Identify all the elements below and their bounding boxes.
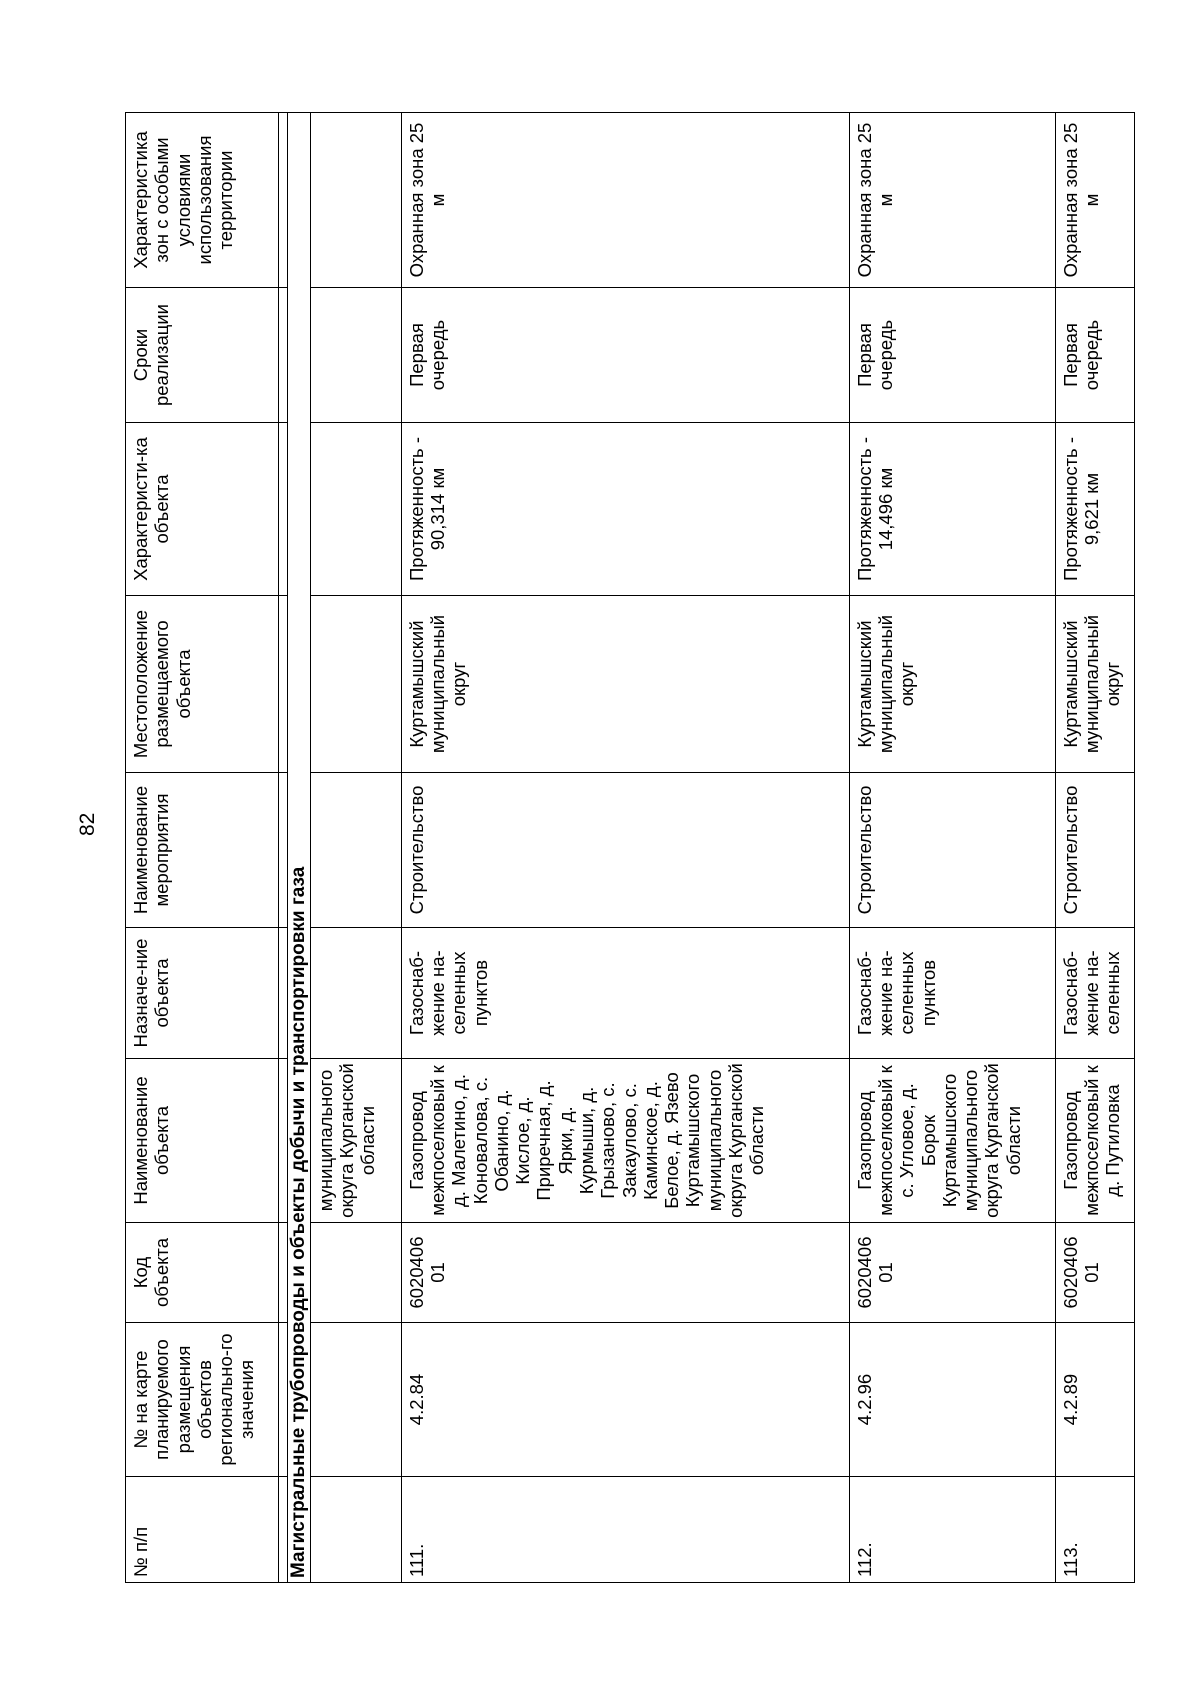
row-name: Газопровод межпоселковый к с. Угловое, д. Борок Куртамышского муниципального округа Курганской области	[849, 1059, 1055, 1223]
row-code: 6020406 01	[849, 1223, 1055, 1323]
row-zone: Охранная зона 25 м	[1055, 113, 1134, 288]
row-map-no: 4.2.89	[1055, 1323, 1134, 1477]
row-code: 6020406 01	[1055, 1223, 1134, 1323]
header-num: № п/п	[126, 1477, 279, 1583]
header-action: Наименование мероприятия	[126, 773, 279, 928]
row-code: 6020406 01	[401, 1223, 849, 1323]
row-action: Строительство	[849, 773, 1055, 928]
rotated-table-container	[125, 113, 1123, 1583]
table-row	[1055, 113, 1134, 1583]
header-zone: Характеристика зон с особыми условиями использования территории	[126, 113, 279, 288]
row-term: Первая очередь	[1055, 288, 1134, 423]
row-characteristic: Протяженность - 14,496 км	[849, 423, 1055, 596]
row-purpose: Газоснаб-жение на-селенных пунктов	[849, 928, 1055, 1059]
header-map-no: № на карте планируемого размещения объектов регионально-го значения	[126, 1323, 279, 1477]
header-name: Наименование объекта	[126, 1059, 279, 1223]
row-zone: Охранная зона 25 м	[849, 113, 1055, 288]
section-row	[288, 113, 311, 1583]
header-term: Сроки реализации	[126, 288, 279, 423]
header-code: Код объекта	[126, 1223, 279, 1323]
row-purpose: Газоснаб-жение на-селенных	[1055, 928, 1134, 1059]
row-location: Куртамышский муниципальный округ	[1055, 596, 1134, 773]
row-map-no: 4.2.96	[849, 1323, 1055, 1477]
table-row	[401, 113, 849, 1583]
spacer-row	[279, 113, 288, 1583]
continuation-row	[310, 113, 401, 1583]
row-name: Газопровод межпоселковый к д. Малетино, д. Коновалова, с. Обанино, д. Кислое, д. Приречная, д. Ярки, д. Курмыши, д. Грызаново, с. Закаулово, с. Каминское, д. Белое, д. Язево Куртамышского муниципального округа Курганской области	[401, 1059, 849, 1223]
header-purpose: Назначе-ние объекта	[126, 928, 279, 1059]
header-characteristic: Характеристи-ка объекта	[126, 423, 279, 596]
row-num: 112.	[849, 1477, 1055, 1583]
row-characteristic: Протяженность - 9,621 км	[1055, 423, 1134, 596]
row-location: Куртамышский муниципальный округ	[401, 596, 849, 773]
row-zone: Охранная зона 25 м	[401, 113, 849, 288]
row-purpose: Газоснаб-жение на-селенных пунктов	[401, 928, 849, 1059]
objects-table	[125, 112, 1135, 1583]
row-action: Строительство	[1055, 773, 1134, 928]
page-number: 82	[76, 812, 99, 836]
row-action: Строительство	[401, 773, 849, 928]
row-term: Первая очередь	[849, 288, 1055, 423]
row-num: 113.	[1055, 1477, 1134, 1583]
row-location: Куртамышский муниципальный округ	[849, 596, 1055, 773]
row-term: Первая очередь	[401, 288, 849, 423]
table-row	[849, 113, 1055, 1583]
header-location: Местоположение размещаемого объекта	[126, 596, 279, 773]
row-characteristic: Протяженность - 90,314 км	[401, 423, 849, 596]
row-name: Газопровод межпоселковый к д. Путиловка	[1055, 1059, 1134, 1223]
row-map-no: 4.2.84	[401, 1323, 849, 1477]
table-header-row	[126, 113, 279, 1583]
continuation-name: муниципального округа Курганской области	[310, 1059, 401, 1223]
row-num: 111.	[401, 1477, 849, 1583]
section-title: Магистральные трубопроводы и объекты добычи и транспортировки газа	[288, 113, 311, 1583]
